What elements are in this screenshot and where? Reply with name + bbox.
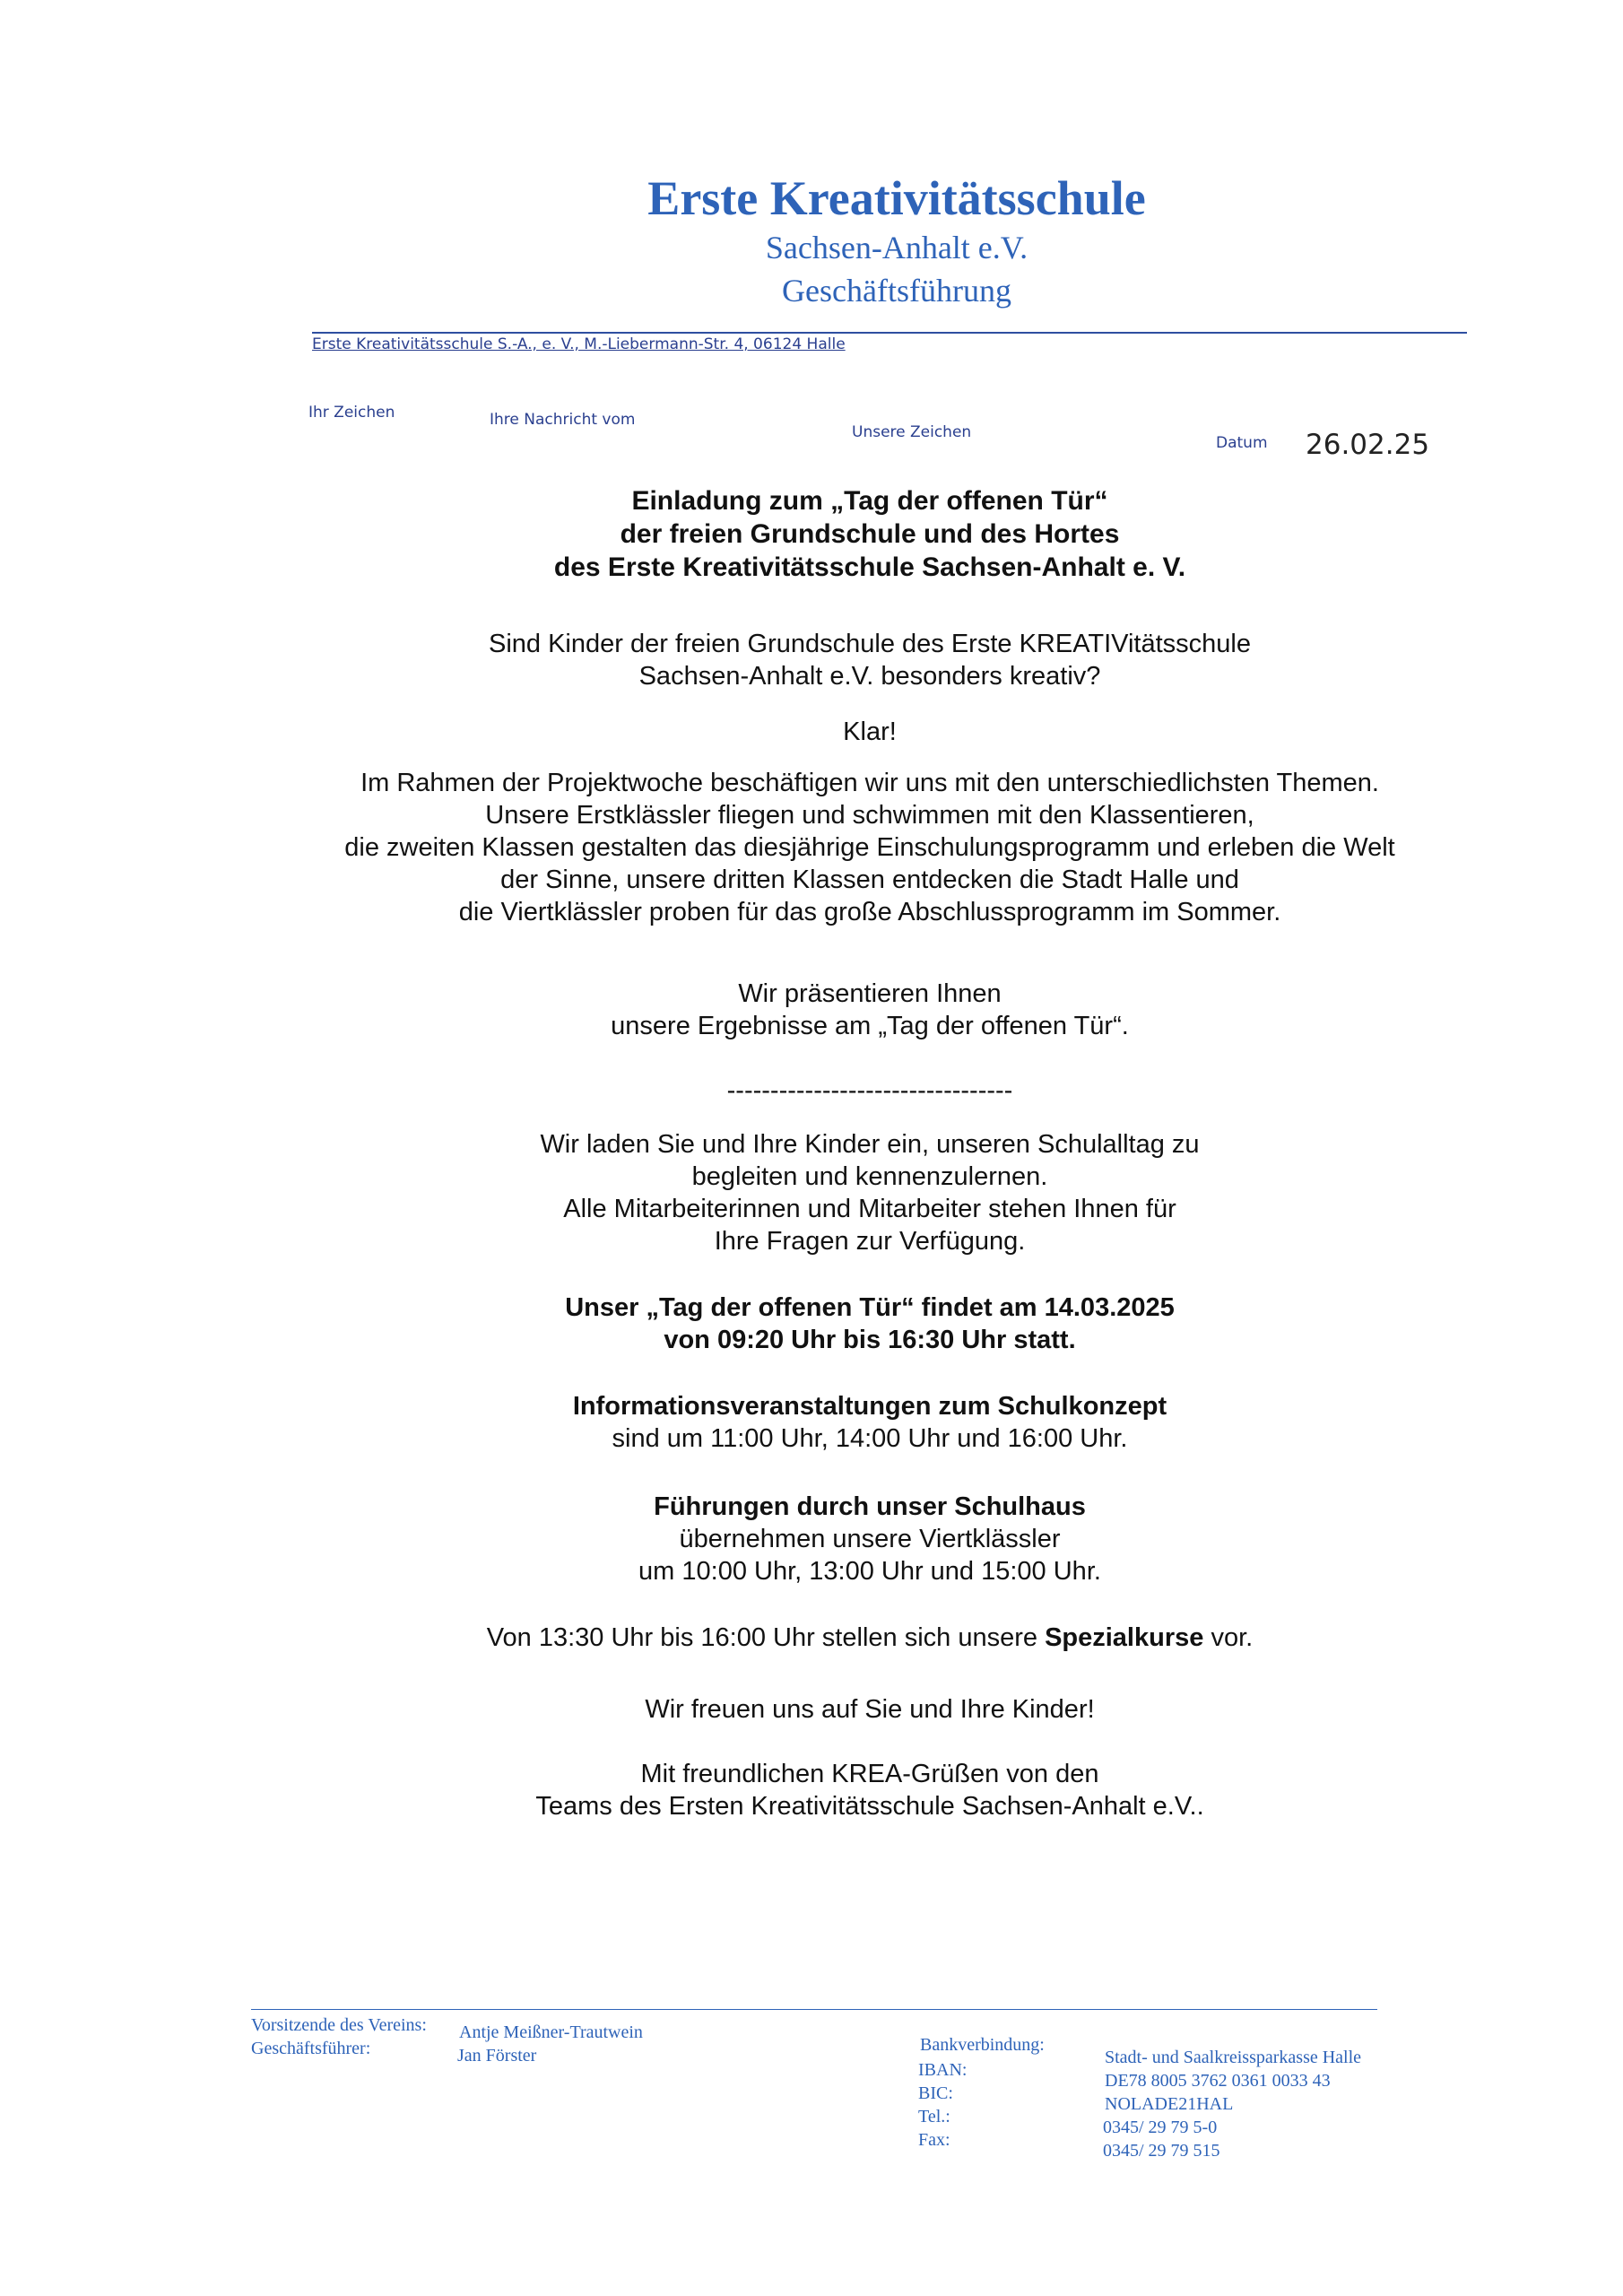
sender-address-line: Erste Kreativitätsschule S.-A., e. V., M.-Liebermann-Str. 4, 06124 Halle — [312, 335, 846, 353]
footer-chair-value: Antje Meißner-Trautwein — [459, 2022, 643, 2042]
project-line: Unsere Erstklässler fliegen und schwimmen mit den Klassentieren, — [485, 801, 1254, 830]
title-line: Einladung zum „Tag der offenen Tür“ — [631, 486, 1108, 516]
project-line: die Viertklässler proben für das große Abschlussprogramm im Sommer. — [458, 898, 1281, 926]
event-line: von 09:20 Uhr bis 16:30 Uhr statt. — [664, 1326, 1076, 1354]
footer-iban-label: IBAN: — [918, 2060, 968, 2080]
invitation-title — [269, 484, 1471, 584]
closing-line — [269, 1693, 1471, 1726]
courses-line — [269, 1622, 1471, 1654]
separator-line: --------------------------------- — [726, 1076, 1013, 1105]
ref-datum-value: 26.02.25 — [1306, 429, 1430, 461]
event-line: Unser „Tag der offenen Tür“ findet am 14.03.2025 — [565, 1293, 1175, 1322]
present-paragraph — [269, 978, 1471, 1042]
info-line: sind um 11:00 Uhr, 14:00 Uhr und 16:00 Uhr. — [612, 1424, 1128, 1453]
greeting-line: Teams des Ersten Kreativitätsschule Sachsen-Anhalt e.V.. — [535, 1792, 1204, 1821]
intro-paragraph — [269, 628, 1471, 692]
intro-line: Sachsen-Anhalt e.V. besonders kreativ? — [638, 662, 1101, 691]
footer-fax-label: Fax: — [918, 2130, 950, 2150]
ref-ihr-zeichen: Ihr Zeichen — [308, 404, 395, 422]
footer-chair-label: Vorsitzende des Vereins: — [251, 2015, 427, 2035]
tours-line: um 10:00 Uhr, 13:00 Uhr und 15:00 Uhr. — [638, 1557, 1101, 1586]
footer-bank-label: Bankverbindung: — [920, 2035, 1045, 2055]
letterhead-divider — [312, 332, 1467, 334]
title-line: des Erste Kreativitätsschule Sachsen-Anhalt e. V. — [553, 552, 1186, 582]
tours-heading: Führungen durch unser Schulhaus — [654, 1492, 1086, 1521]
info-sessions-paragraph — [269, 1390, 1471, 1455]
invite-line: Alle Mitarbeiterinnen und Mitarbeiter stehen Ihnen für — [563, 1195, 1176, 1223]
project-line: der Sinne, unsere dritten Klassen entdecken die Stadt Halle und — [500, 865, 1239, 894]
closing-text: Wir freuen uns auf Sie und Ihre Kinder! — [645, 1695, 1095, 1724]
footer-iban-value: DE78 8005 3762 0361 0033 43 — [1105, 2071, 1331, 2091]
ref-ihre-nachricht: Ihre Nachricht vom — [490, 411, 636, 429]
intro-line: Sind Kinder der freien Grundschule des Erste KREATIVitätsschule — [488, 630, 1252, 658]
event-date-paragraph — [269, 1292, 1471, 1356]
ref-unsere-zeichen: Unsere Zeichen — [852, 423, 972, 441]
answer-text: Klar! — [843, 718, 897, 746]
title-line: der freien Grundschule und des Hortes — [620, 519, 1120, 549]
invite-line: begleiten und kennenzulernen. — [691, 1162, 1048, 1191]
tours-line: übernehmen unsere Viertklässler — [679, 1525, 1061, 1553]
info-heading: Informationsveranstaltungen zum Schulkonzept — [572, 1392, 1167, 1421]
ref-datum-label: Datum — [1216, 434, 1268, 452]
footer-fax-value: 0345/ 29 79 515 — [1103, 2141, 1220, 2161]
footer-manager-value: Jan Förster — [457, 2046, 537, 2066]
present-line: Wir präsentieren Ihnen — [738, 979, 1002, 1008]
courses-prefix: Von 13:30 Uhr bis 16:00 Uhr stellen sich unsere — [486, 1623, 1046, 1652]
courses-paragraph — [269, 1622, 1471, 1654]
greeting-line: Mit freundlichen KREA-Grüßen von den — [640, 1760, 1099, 1788]
separator — [269, 1074, 1471, 1107]
greeting — [269, 1758, 1471, 1822]
footer-divider — [251, 2009, 1377, 2010]
tours-paragraph — [269, 1491, 1471, 1587]
invite-line: Wir laden Sie und Ihre Kinder ein, unseren Schulalltag zu — [540, 1130, 1200, 1159]
project-line: die zweiten Klassen gestalten das diesjährige Einschulungsprogramm und erleben die Welt — [344, 833, 1395, 862]
footer-manager-label: Geschäftsführer: — [251, 2039, 371, 2058]
invite-line: Ihre Fragen zur Verfügung. — [714, 1227, 1026, 1256]
footer-tel-label: Tel.: — [918, 2107, 950, 2126]
organization-name: Erste Kreativitätsschule — [647, 171, 1146, 225]
footer-tel-value: 0345/ 29 79 5-0 — [1103, 2118, 1218, 2137]
organization-region: Sachsen-Anhalt e.V. — [765, 230, 1028, 265]
footer-bank-value: Stadt- und Saalkreissparkasse Halle — [1105, 2048, 1362, 2067]
intro-answer — [269, 716, 1471, 748]
footer-bic-value: NOLADE21HAL — [1105, 2094, 1234, 2114]
courses-suffix: vor. — [1203, 1623, 1254, 1652]
courses-highlight: Spezialkurse — [1045, 1623, 1204, 1652]
project-line: Im Rahmen der Projektwoche beschäftigen wir uns mit den unterschiedlichsten Themen. — [360, 769, 1379, 797]
invite-paragraph — [269, 1128, 1471, 1257]
letterhead — [538, 170, 1255, 312]
project-paragraph — [251, 767, 1488, 928]
footer-bic-label: BIC: — [918, 2083, 953, 2103]
organization-department: Geschäftsführung — [782, 273, 1011, 309]
present-line: unsere Ergebnisse am „Tag der offenen Tür“. — [611, 1012, 1129, 1040]
